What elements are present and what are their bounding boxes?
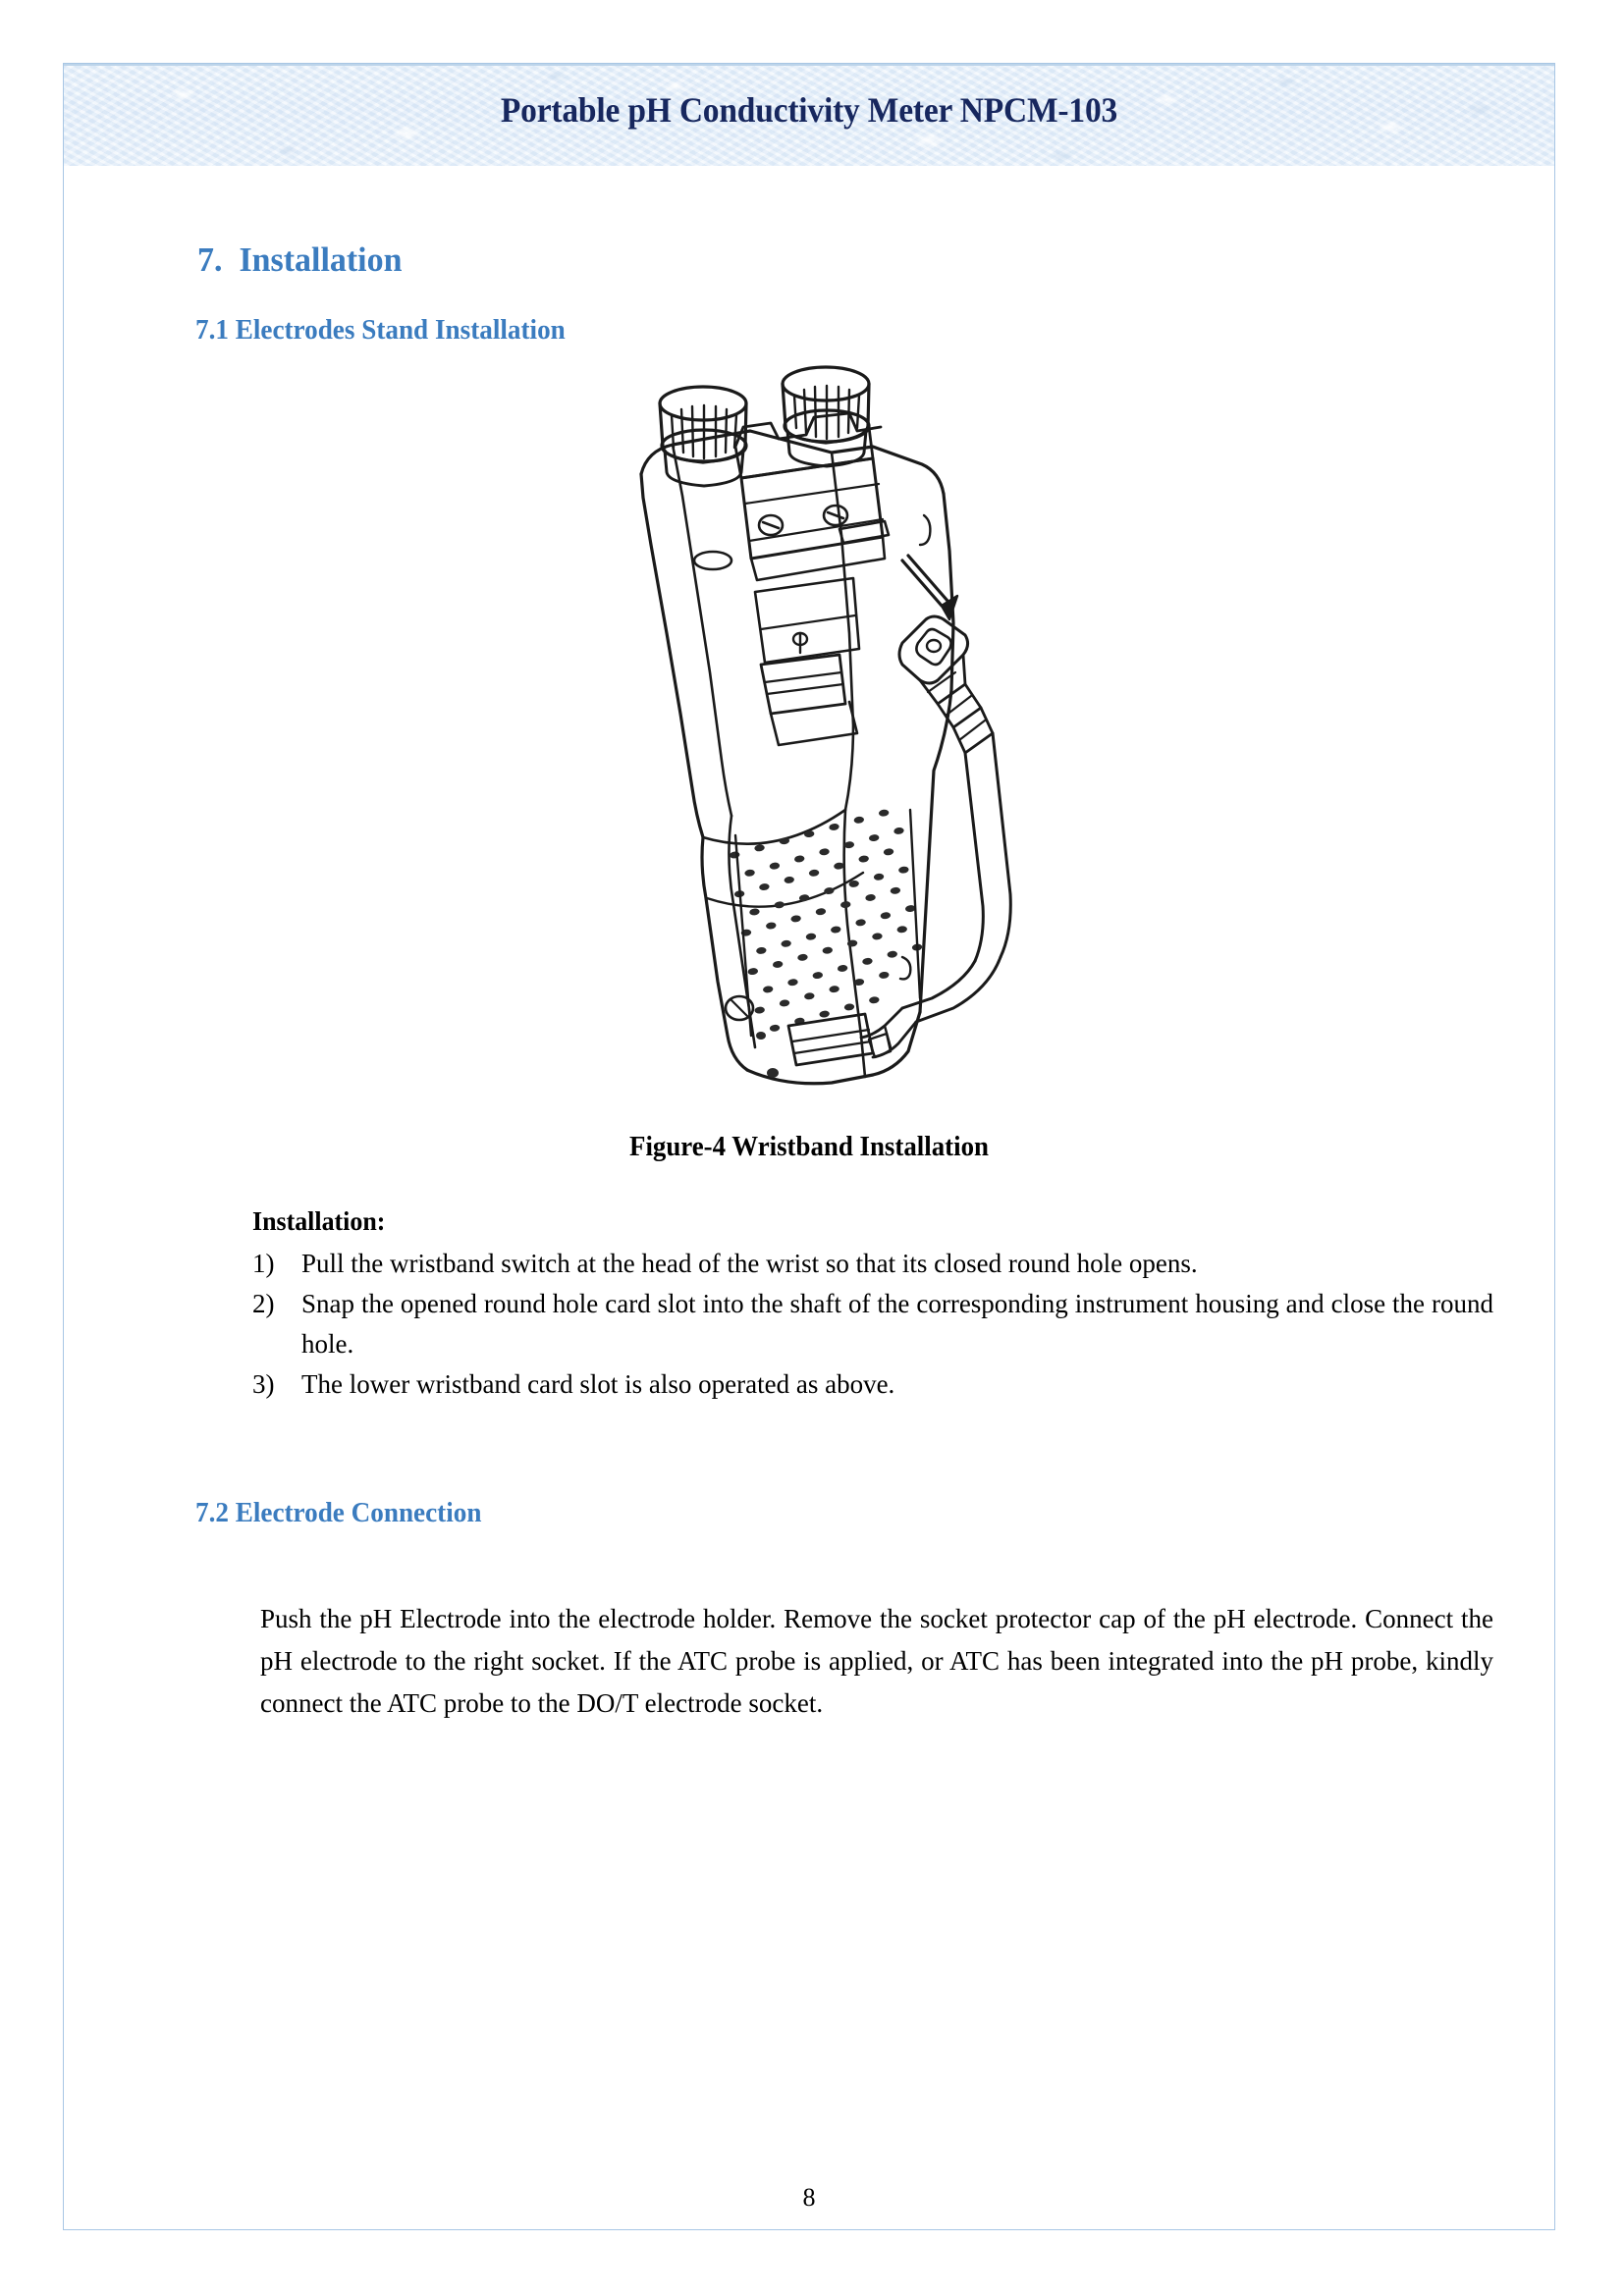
installation-label: Installation: xyxy=(252,1206,386,1236)
list-item-text: Snap the opened round hole card slot into the shaft of the corresponding instrument housing and close the round hole. xyxy=(301,1289,1493,1359)
section-heading-7-1: 7.1 Electrodes Stand Installation xyxy=(195,315,566,346)
document-title: Portable pH Conductivity Meter NPCM-103 xyxy=(500,90,1118,130)
page-number: 8 xyxy=(802,2183,816,2212)
list-item xyxy=(252,1284,1493,1364)
list-item-text: The lower wristband card slot is also operated as above. xyxy=(301,1369,895,1399)
list-item xyxy=(252,1364,1493,1405)
list-item-number: 1) xyxy=(252,1249,275,1278)
figure-caption: Figure-4 Wristband Installation xyxy=(629,1132,989,1162)
electrode-connection-paragraph: Push the pH Electrode into the electrode holder. Remove the socket protector cap of the pH electrode. Connect the pH electrode to the right socket. If the ATC probe is applied, or ATC has been integrated into the pH probe, kindly connect the ATC probe to the DO/T electrode socket. xyxy=(260,1604,1493,1718)
header-top-rule xyxy=(64,64,1554,66)
list-item-number: 3) xyxy=(252,1369,275,1399)
figure-wristband-installation xyxy=(64,348,1554,1129)
list-item xyxy=(252,1244,1493,1284)
meter-line-drawing-icon xyxy=(578,348,1040,1124)
list-item-number: 2) xyxy=(252,1289,275,1318)
section-heading-7-2: 7.2 Electrode Connection xyxy=(195,1498,482,1528)
section-heading-7: 7. Installation xyxy=(197,240,403,279)
installation-steps-list xyxy=(252,1244,1493,1405)
page-header-band xyxy=(64,64,1554,166)
document-page xyxy=(63,63,1555,2230)
list-item-text: Pull the wristband switch at the head of the wrist so that its closed round hole opens. xyxy=(301,1249,1198,1278)
